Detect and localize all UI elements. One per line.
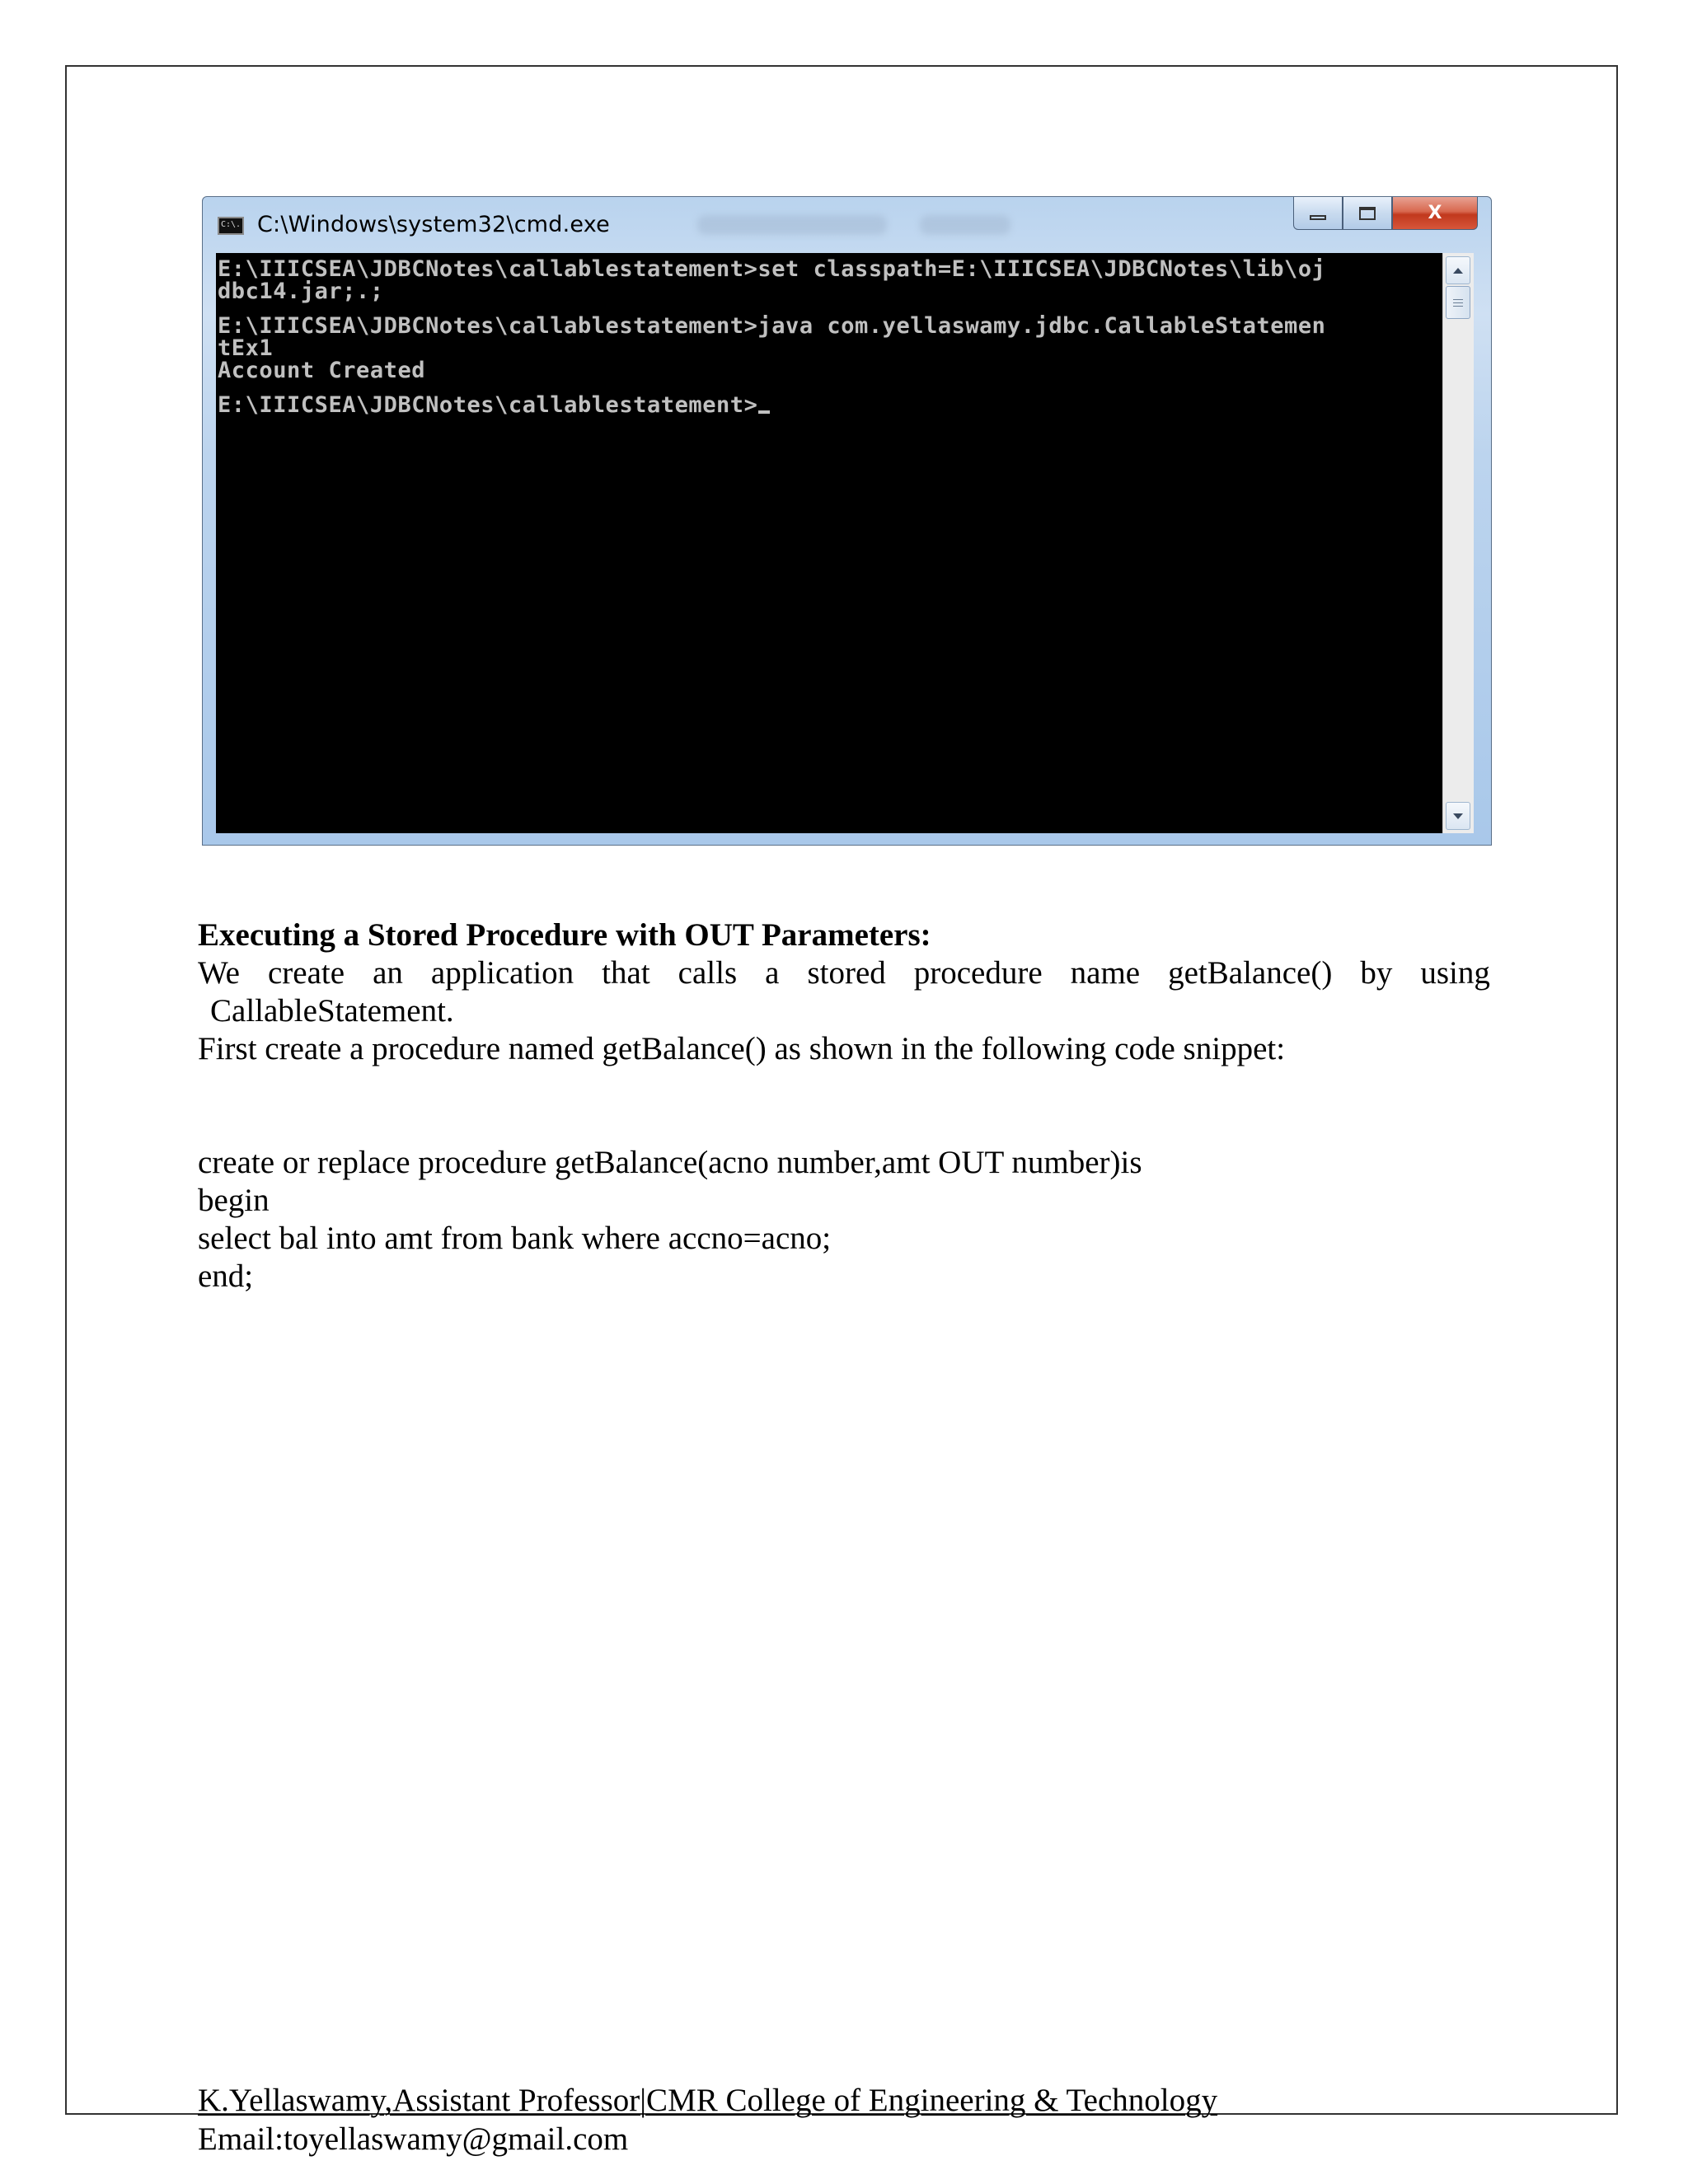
paragraph-word: application [430,955,574,991]
minimize-icon [1310,215,1326,220]
paragraph-word: using [1420,955,1490,991]
footer-author: K.Yellaswamy,Assistant Professor|CMR College of Engineering & Technology [198,2083,1218,2118]
console-line: tEx1 [218,335,274,361]
scroll-thumb[interactable] [1446,286,1470,319]
arrow-up-icon [1453,268,1463,274]
minimize-button[interactable] [1293,197,1343,230]
grip-icon [1453,302,1463,303]
console-output[interactable] [216,253,1442,833]
paragraph-word: that [602,955,650,991]
paragraph-word: name [1070,955,1141,991]
console-line: Account Created [218,358,426,383]
console-prompt-line [218,394,1441,416]
code-line: create or replace procedure getBalance(acno number,amt OUT number)is [198,1145,1142,1180]
paragraph-word: getBalance() [1168,955,1333,991]
console-line: dbc14.jar;.; [218,279,384,304]
section-heading: Executing a Stored Procedure with OUT Parameters: [198,917,931,953]
grip-icon [1453,299,1463,300]
window-title: C:\Windows\system32\cmd.exe [257,212,610,237]
paragraph-word: an [373,955,403,991]
title-bar[interactable] [203,197,1491,253]
close-button[interactable] [1392,197,1478,230]
scroll-down-button[interactable] [1446,802,1470,830]
code-line: end; [198,1258,254,1294]
close-icon: X [1428,203,1442,223]
console-line: E:\IIICSEA\JDBCNotes\callablestatement>set classpath=E:\IIICSEA\JDBCNotes\lib\oj [218,256,1326,282]
cmd-icon [218,217,244,235]
paragraph-line [198,954,1490,992]
vertical-scrollbar[interactable] [1442,253,1474,833]
text-cursor [758,410,770,414]
code-line: begin [198,1183,270,1218]
blurred-title-region [920,215,1010,235]
arrow-down-icon [1453,813,1463,819]
paragraph-word: procedure [913,955,1043,991]
maximize-button[interactable] [1343,197,1392,230]
scroll-up-button[interactable] [1446,256,1470,284]
paragraph-word: create [268,955,345,991]
console-prompt: E:\IIICSEA\JDBCNotes\callablestatement> [218,392,758,418]
paragraph-word: a [765,955,780,991]
footer-email: Email:toyellaswamy@gmail.com [198,2121,629,2157]
paragraph-word: stored [807,955,886,991]
window-controls [1293,197,1478,230]
paragraph: First create a procedure named getBalance() as shown in the following code snippet: [198,1031,1286,1066]
paragraph-word: We [198,955,240,991]
code-line: select bal into amt from bank where accno=acno; [198,1221,832,1256]
paragraph-word: calls [678,955,738,991]
console-line: E:\IIICSEA\JDBCNotes\callablestatement>java com.yellaswamy.jdbc.CallableStatemen [218,313,1326,339]
maximize-icon [1359,207,1376,220]
paragraph-line: CallableStatement. [210,993,454,1029]
blurred-title-region [697,215,887,235]
cmd-window [202,196,1492,846]
paragraph-word: by [1360,955,1393,991]
grip-icon [1453,306,1463,307]
